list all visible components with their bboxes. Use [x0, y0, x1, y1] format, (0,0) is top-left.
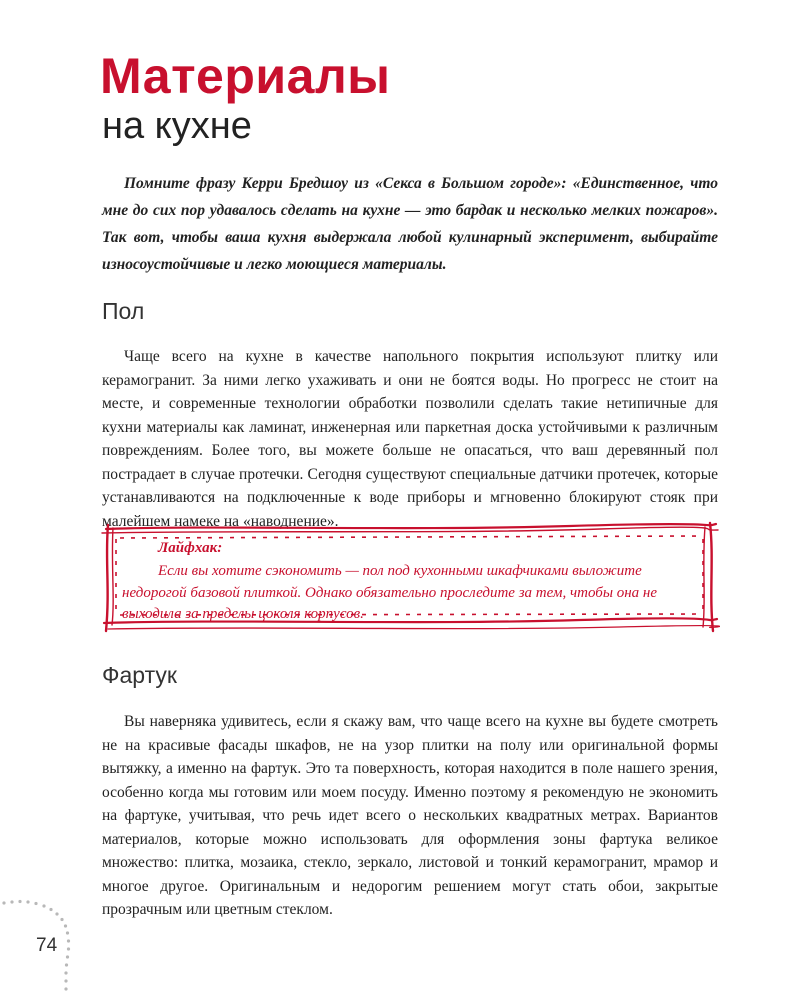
- section-heading-backsplash: Фартук: [102, 662, 177, 688]
- lifehack-text: Если вы хотите сэкономить — пол под кухонными шкафчиками выложите недорогой базовой плиткой. Однако обязательно проследите за тем, чтобы она не выходила за пределы цоколя корпусов.: [122, 563, 658, 622]
- page-subtitle: на кухне: [102, 105, 252, 147]
- page-number: 74: [36, 935, 58, 956]
- page-title: Материалы: [100, 48, 391, 104]
- lifehack-box: [100, 519, 720, 634]
- lifehack-title: Лайфхак:: [158, 540, 223, 556]
- section-heading-floor: Пол: [102, 298, 145, 324]
- section-body-floor: Чаще всего на кухне в качестве напольного покрытия используют плитку или керамогранит. За ними легко ухаживать и они не боятся воды. Но прогресс не стоит на месте, и современные технологии обработки позволили сделать такие нетипичные для кухни материалы как ламинат, инженерная или паркетная доска устойчивыми к различным повреждениям. Более того, вы можете больше не опасаться, что ваш деревянный пол пострадает в случае протечки. Сегодня существуют специальные датчики протечек, которые устанавливаются на подключенные к воде приборы и мгновенно блокируют стояк при малейшем намеке на «наводнение».: [102, 348, 718, 530]
- lead-paragraph: Помните фразу Керри Бредшоу из «Секса в Большом городе»: «Единственное, что мне до сих пор удавалось сделать на кухне — это бардак и несколько мелких пожаров». Так вот, чтобы ваша кухня выдержала любой кулинарный эксперимент, выбирайте износоустойчивые и легко моющиеся материалы.: [102, 175, 718, 273]
- section-body-backsplash: Вы наверняка удивитесь, если я скажу вам, что чаще всего на кухне вы будете смотреть не на красивые фасады шкафов, не на узор плитки на полу или оригинальной формы вытяжку, а именно на фартук. Это та поверхность, которая находится в поле нашего зрения, особенно когда мы готовим или моем посуду. Именно поэтому я рекомендую не экономить на фартуке, учитывая, что речь идет всего о нескольких квадратных метрах. Вариантов материалов, которые можно использовать для оформления зоны фартука великое множество: плитка, мозаика, стекло, зеркало, листовой и тонкий керамогранит, мрамор и многое другое. Оригинальным и недорогим решением могут стать обои, закрытые прозрачным или цветным стеклом.: [102, 713, 718, 918]
